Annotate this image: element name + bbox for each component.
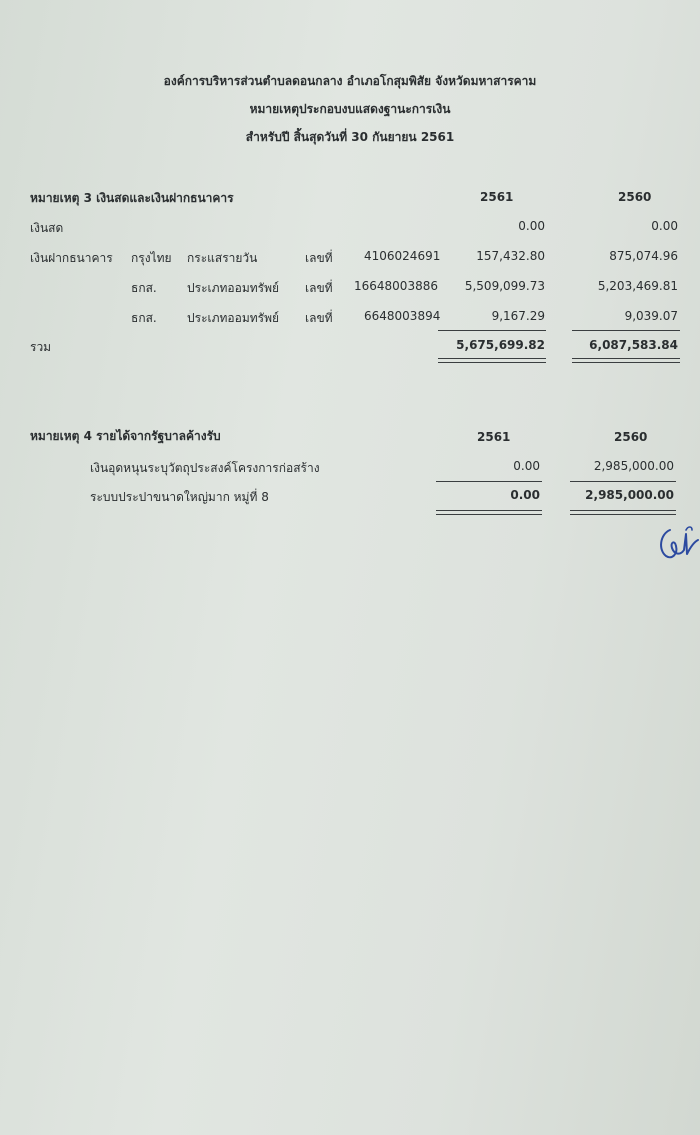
total-double-line-prior [572, 358, 680, 363]
account-number: 16648003886 [354, 279, 438, 293]
account-number: 4106024691 [364, 249, 441, 263]
note4-title: หมายเหตุ 4 รายได้จากรัฐบาลค้างรับ [30, 429, 221, 443]
account-type: กระแสรายวัน [187, 251, 258, 265]
account-current: 5,509,099.73 [464, 279, 545, 293]
waterworks-label: ระบบประปาขนาดใหญ่มาก หมู่ที่ 8 [90, 490, 269, 504]
note4-total-current: 0.00 [510, 488, 540, 502]
account-number-label: เลขที่ [305, 311, 333, 325]
account-type: ประเภทออมทรัพย์ [187, 311, 280, 325]
handwritten-signature [656, 520, 700, 564]
note4-year-current: 2561 [477, 430, 511, 444]
note3-year-current: 2561 [480, 190, 514, 204]
reporting-period: สำหรับปี สิ้นสุดวันที่ 30 กันยายน 2561 [245, 130, 455, 144]
document-title: หมายเหตุประกอบงบแสดงฐานะการเงิน [249, 102, 451, 116]
total-prior: 6,087,583.84 [589, 338, 678, 352]
cash-prior: 0.00 [651, 219, 678, 233]
cash-current: 0.00 [518, 219, 545, 233]
note3-year-prior: 2560 [618, 190, 652, 204]
total-double-line-current [438, 358, 546, 363]
subsidy-label: เงินอุดหนุนระบุวัตถุประสงค์โครงการก่อสร้าง [90, 461, 320, 475]
account-bank: กรุงไทย [131, 251, 172, 265]
note4-subtotal-line-prior [570, 481, 676, 482]
account-number-label: เลขที่ [305, 281, 333, 295]
note4-double-line-prior [570, 510, 676, 515]
note4-total-prior: 2,985,000.00 [585, 488, 674, 502]
total-label: รวม [30, 340, 52, 354]
account-prior: 9,039.07 [624, 309, 678, 323]
note4-year-prior: 2560 [614, 430, 648, 444]
account-number-label: เลขที่ [305, 251, 333, 265]
subtotal-line-current [438, 330, 546, 331]
account-current: 157,432.80 [476, 249, 545, 263]
note4-subtotal-line-current [436, 481, 542, 482]
total-current: 5,675,699.82 [456, 338, 545, 352]
account-prior: 875,074.96 [609, 249, 678, 263]
organization-name: องค์การบริหารส่วนตำบลดอนกลาง อำเภอโกสุมพิสัย จังหวัดมหาสารคาม [163, 74, 537, 88]
subtotal-line-prior [572, 330, 680, 331]
subsidy-current: 0.00 [513, 459, 540, 473]
cash-label: เงินสด [30, 221, 64, 235]
subsidy-prior: 2,985,000.00 [593, 459, 674, 473]
account-prior: 5,203,469.81 [597, 279, 678, 293]
deposit-label: เงินฝากธนาคาร [30, 251, 113, 265]
account-bank: ธกส. [131, 311, 157, 325]
account-type: ประเภทออมทรัพย์ [187, 281, 280, 295]
account-current: 9,167.29 [491, 309, 545, 323]
note4-double-line-current [436, 510, 542, 515]
note3-title: หมายเหตุ 3 เงินสดและเงินฝากธนาคาร [30, 191, 234, 205]
account-number: 6648003894 [364, 309, 441, 323]
account-bank: ธกส. [131, 281, 157, 295]
